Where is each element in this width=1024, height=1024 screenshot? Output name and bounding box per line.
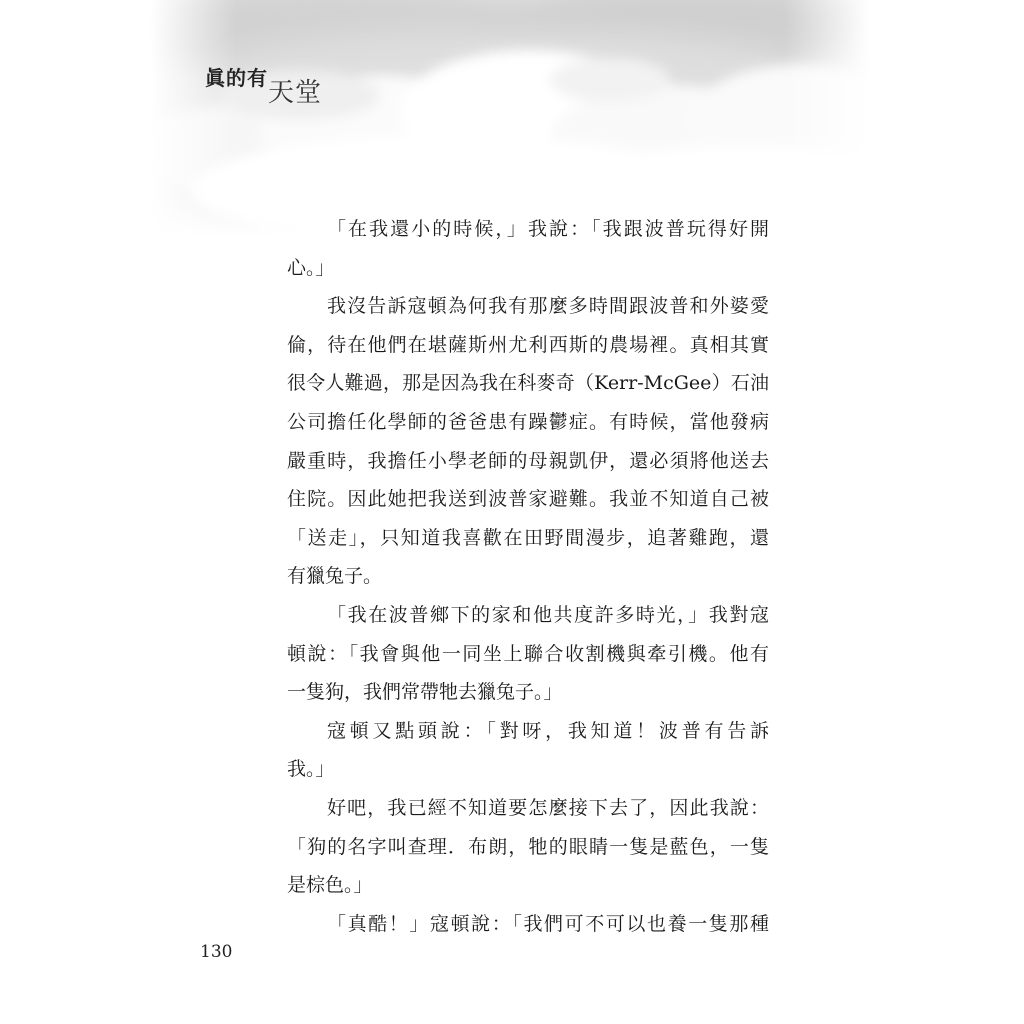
text-line: 很令人難過，那是因為我在科麥奇（Kerr-McGee）石油 [287,372,769,395]
text-line: 我。」 [287,758,335,781]
text-line: 倫，待在他們在堪薩斯州尤利西斯的農場裡。真相其實 [287,333,769,356]
text-line: 心。」 [287,256,335,279]
text-line: 好吧，我已經不知道要怎麼接下去了，因此我說： [327,796,769,819]
text-line: 「我在波普鄉下的家和他共度許多時光，」我對寇 [327,603,769,626]
running-title-part2: 天堂 [268,78,323,108]
running-header-title [205,62,323,108]
body-text [287,210,769,943]
text-line: 住院。因此她把我送到波普家避難。我並不知道自己被 [287,488,769,511]
running-title-part1: 眞的有 [205,66,268,90]
text-line: 頓說：「我會與他一同坐上聯合收割機與牽引機。他有 [287,642,769,665]
cloud-icon [150,0,870,235]
page-number: 130 [200,942,233,962]
cloud-header-illustration [150,0,870,235]
text-line: 有獵兔子。 [287,565,383,588]
text-line: 「送走」，只知道我喜歡在田野間漫步，追著雞跑，還 [287,526,769,549]
text-line: 「狗的名字叫查理．布朗，牠的眼睛一隻是藍色，一隻 [287,835,769,858]
text-line: 我沒告訴寇頓為何我有那麼多時間跟波普和外婆愛 [327,295,769,318]
text-line: 是棕色。」 [287,874,373,897]
text-line: 公司擔任化學師的爸爸患有躁鬱症。有時候，當他發病 [287,410,769,433]
text-line: 「在我還小的時候，」我說：「我跟波普玩得好開 [327,218,769,240]
text-line: 嚴重時，我擔任小學老師的母親凱伊，還必須將他送去 [287,449,769,472]
text-line: 「真酷！」寇頓說：「我們可不可以也養一隻那種 [327,912,769,935]
text-line: 寇頓又點頭說：「對呀，我知道！波普有告訴 [327,719,769,742]
text-line: 一隻狗，我們常帶牠去獵兔子。」 [287,681,563,704]
